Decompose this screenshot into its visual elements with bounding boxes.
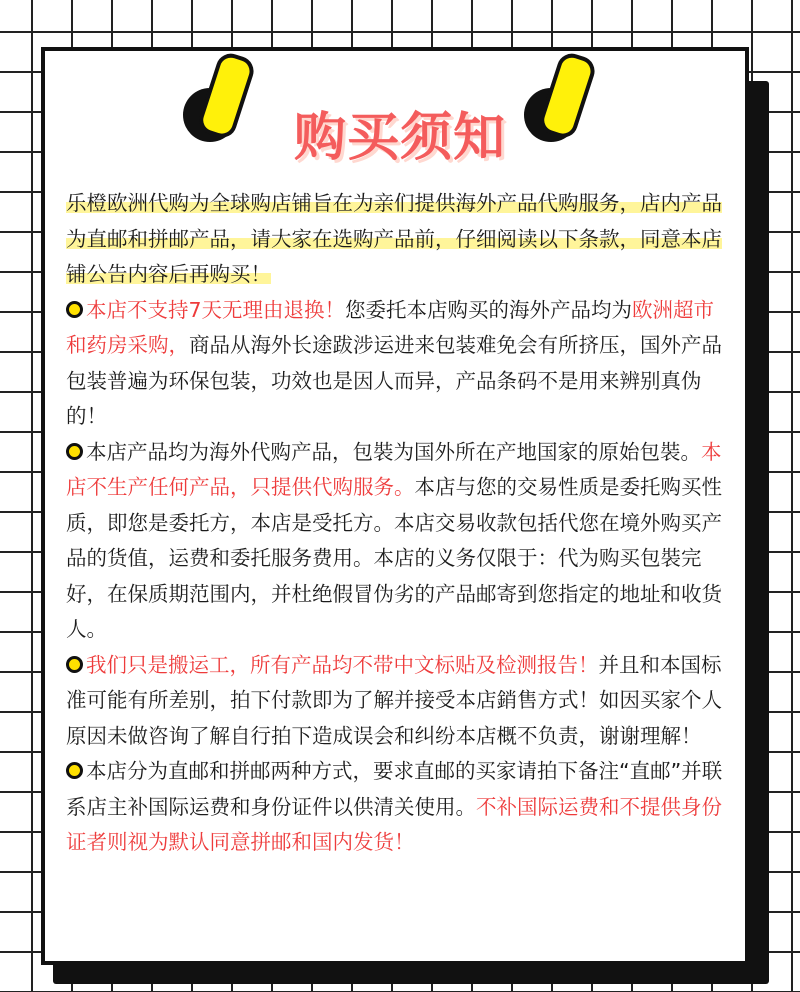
section-1-text-a: 您委托本店购买的海外产品均为 xyxy=(345,297,633,322)
section-2 xyxy=(66,435,732,648)
bullet-icon xyxy=(66,443,83,460)
bullet-icon xyxy=(66,656,83,673)
intro-paragraph xyxy=(66,186,732,293)
section-2-text-b: 本店与您的交易性质是委托购买性质，即您是委托方，本店是受托方。本店交易收款包括代您在境外购买产品的货值，运费和委托服务费用。本店的义务仅限于：代为购买包裝完好，在保质期范围内，并杜绝假冒伪劣的产品邮寄到您指定的地址和收货人。 xyxy=(66,475,722,641)
section-1-text-b: 商品从海外长途跋涉运进来包装难免会有所挤压，国外产品包装普遍为环保包装，功效也是因人而异，产品条码不是用来辨别真伪的！ xyxy=(66,333,722,428)
bullet-icon xyxy=(66,301,83,318)
section-4-red-tail: 不补国际运费和不提供身份证者则视为默认同意拼邮和国内发货！ xyxy=(66,794,722,854)
section-1 xyxy=(66,293,732,435)
bullet-icon xyxy=(66,762,83,779)
section-3-text-a: 并且和本国标准可能有所差别，拍下付款即为了解并接受本店銷售方式！如因买家个人原因未做咨询了解自行拍下造成误会和纠纷本店概不负责，谢谢理解！ xyxy=(66,652,722,748)
section-1-red-mid: 欧洲超市和药房采购， xyxy=(66,297,715,357)
section-4 xyxy=(66,754,732,861)
section-2-text-a: 本店产品均为海外代购产品，包裝为国外所在产地国家的原始包裝。 xyxy=(86,439,701,464)
page-title: 购买须知 xyxy=(293,108,506,168)
section-3-red-lead: 我们只是搬运工，所有产品均不带中文标贴及检测报告！ xyxy=(86,652,599,677)
section-3 xyxy=(66,648,732,755)
notice-body xyxy=(66,186,732,861)
section-4-text-a: 本店分为直邮和拼邮两种方式，要求直邮的买家请拍下备注“直邮”并联系店主补国际运费和身份证件以供清关使用。 xyxy=(66,759,723,819)
intro-text: 乐橙欧洲代购为全球购店铺旨在为亲们提供海外产品代购服务，店内产品为直邮和拼邮产品，请大家在选购产品前，仔细阅读以下条款，同意本店铺公告内容后再购买！ xyxy=(66,191,722,286)
section-1-red-lead: 本店不支持7天无理由退换！ xyxy=(86,297,346,322)
section-2-red-mid: 本店不生产任何产品，只提供代购服务。 xyxy=(66,439,722,499)
